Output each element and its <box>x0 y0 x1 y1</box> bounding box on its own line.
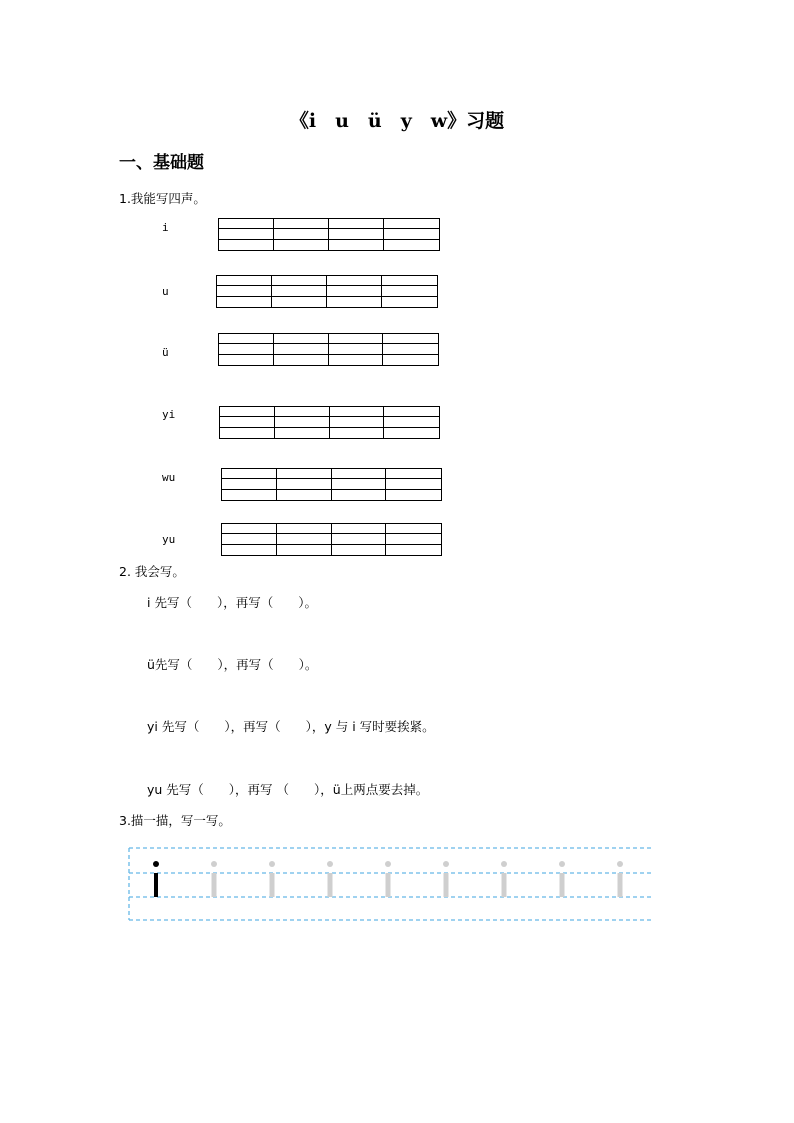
letter-i-dot-trace <box>559 861 565 867</box>
page-title: 《i u ü y w》习题 <box>289 110 505 132</box>
letter-i-dot-trace <box>501 861 507 867</box>
letter-i-dot-trace <box>443 861 449 867</box>
letter-i-dot-trace <box>617 861 623 867</box>
letter-i-dot-trace <box>269 861 275 867</box>
letter-i-stem-example <box>154 873 158 897</box>
fill-in-line[interactable]: yi 先写（ ），再写（ ），y 与 i 写时要挨紧。 <box>147 719 435 734</box>
tone-writing-grid[interactable] <box>221 468 442 501</box>
fill-in-line[interactable]: yu 先写（ ），再写 （ ），ü上两点要去掉。 <box>147 782 429 797</box>
tone-row-label: yi <box>162 408 176 421</box>
letter-i-stem-trace <box>444 873 449 897</box>
letter-i-dot-trace <box>385 861 391 867</box>
tone-writing-grid[interactable] <box>218 333 439 366</box>
letter-i-stem-trace <box>618 873 623 897</box>
tone-writing-grid[interactable] <box>218 218 440 251</box>
letter-i-dot-example <box>153 861 159 867</box>
tone-row-label: u <box>162 285 169 298</box>
question-2-prompt: 2. 我会写。 <box>119 564 185 579</box>
letter-i-stem-trace <box>560 873 565 897</box>
section-heading: 一、基础题 <box>119 153 204 173</box>
tone-row-label: ü <box>162 346 169 359</box>
letter-i-stem-trace <box>502 873 507 897</box>
letter-i-dot-trace <box>327 861 333 867</box>
fill-in-line[interactable]: i 先写（ ），再写（ ）。 <box>147 595 317 610</box>
letter-i-stem-trace <box>212 873 217 897</box>
tone-writing-grid[interactable] <box>221 523 442 556</box>
tone-writing-grid[interactable] <box>219 406 440 439</box>
letter-i-dot-trace <box>211 861 217 867</box>
question-1-prompt: 1.我能写四声。 <box>119 191 206 206</box>
letter-i-stem-trace <box>386 873 391 897</box>
letter-i-stem-trace <box>270 873 275 897</box>
tone-row-label: wu <box>162 471 176 484</box>
tracing-practice-area[interactable] <box>128 847 654 921</box>
tone-row-label: i <box>162 221 169 234</box>
tone-writing-grid[interactable] <box>216 275 438 308</box>
tone-row-label: yu <box>162 533 176 546</box>
letter-i-stem-trace <box>328 873 333 897</box>
question-3-prompt: 3.描一描，写一写。 <box>119 813 231 828</box>
fill-in-line[interactable]: ü先写（ ），再写（ ）。 <box>147 657 318 672</box>
